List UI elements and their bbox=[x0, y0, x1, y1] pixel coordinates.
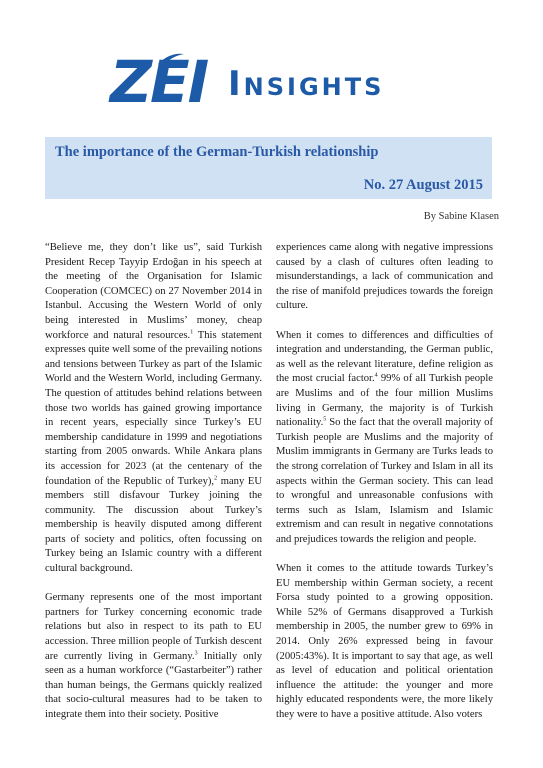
paragraph bbox=[276, 562, 493, 723]
title-banner bbox=[45, 137, 492, 199]
logo-zei-text: ZEI bbox=[110, 48, 208, 116]
logo-insights-text: Insights bbox=[228, 64, 385, 104]
footnote-ref: 5 bbox=[323, 416, 327, 423]
paragraph bbox=[276, 329, 493, 548]
issue-number: No. 27 August 2015 bbox=[363, 177, 483, 193]
paragraph-text: Germany represents one of the most important partners for Turkey concerning economic trade relations but also in respect to its path to EU accession. Three million people of Turkish descent are currently living in Germany. bbox=[45, 592, 262, 662]
paragraph-text: So the fact that the overall majority of Turkish people are Muslims and the majority of Muslim immigrants in Germany are Turks leads to the strong correlation of Turkey and Islam in all its aspects within the German society. This can lead to wrongful and unreasonable confusions with terms such as Islam, Islamism and Islamic extremism and can result in negative connotations and prejudices towards the religion and people. bbox=[276, 417, 493, 545]
paragraph bbox=[45, 241, 262, 577]
paragraph-text: experiences came along with negative impressions caused by a clash of cultures often leading to misunderstandings, a lack of communication and the rise of manifold prejudices towards the foreign culture. bbox=[276, 242, 493, 312]
paragraph-text: This statement expresses quite well some of the prevailing notions and tensions between Turkey as part of the Islamic World and the Western World, including Germany. The question of attitudes behind relations between those two worlds has gained growing importance in recent years, especially since Turkey’s EU membership candidature in 1999 and negotiations starting from 2005 onwards. While Ankara plans its accession for 2023 (at the centenary of the foundation of the Republic of Turkey), bbox=[45, 329, 262, 487]
zei-insights-logo bbox=[110, 50, 440, 114]
author-byline: By Sabine Klasen bbox=[423, 211, 499, 222]
paragraph bbox=[276, 241, 493, 314]
paragraph-text: 99% of all Turkish people are Muslims and of the four million Muslims living in Germany, the majority is of Turkish nationality. bbox=[276, 373, 493, 429]
paragraph-text: many EU members still disfavour Turkey joining the community. The discussion about Turkey’s membership is heavily disputed among different parts of society and politics, often focussing on Turkey being an Islamic country with a different cultural background. bbox=[45, 475, 262, 575]
paragraph-text: When it comes to differences and difficulties of integration and understanding, the German public, as well as the relevant literature, define religion as the most crucial factor. bbox=[276, 329, 493, 385]
paragraph-text: “Believe me, they don’t like us”, said Turkish President Recep Tayyip Erdoğan in his speech at the meeting of the Organisation for Islamic Cooperation (COMCEC) on 27 November 2014 in Istanbul. Accusing the Western World of only being interested in Muslims’ money, cheap workforce and natural resources. bbox=[45, 242, 262, 341]
footnote-ref: 2 bbox=[214, 474, 218, 481]
footnote-ref: 1 bbox=[190, 329, 194, 336]
page-title: The importance of the German-Turkish relationship bbox=[55, 144, 379, 160]
paragraph-text: When it comes to the attitude towards Turkey’s EU membership within German society, a recent Forsa study pointed to a growing opposition. While 52% of Germans disapproved a Turkish membership in 2005, the number grew to 69% in 2014. Only 26% expressed being in favour (2005:43%). It is important to say that age, as well as level of education and political orientation influence the attitude: the younger and more highly educated respondents were, the more likely they were to have a positive attitude. Also voters bbox=[276, 563, 493, 720]
paragraph bbox=[45, 591, 262, 722]
article-column-right bbox=[276, 241, 493, 723]
logo-swoosh-icon bbox=[156, 50, 186, 68]
footnote-ref: 4 bbox=[374, 372, 378, 379]
article-column-left bbox=[45, 241, 262, 723]
paragraph-text: Initially only seen as a human workforce (“Gastarbeiter”) rather than human beings, the Germans quickly realized that socio-cultural measures had to be taken to integrate them into their society. Positive bbox=[45, 650, 263, 720]
footnote-ref: 3 bbox=[194, 650, 198, 657]
